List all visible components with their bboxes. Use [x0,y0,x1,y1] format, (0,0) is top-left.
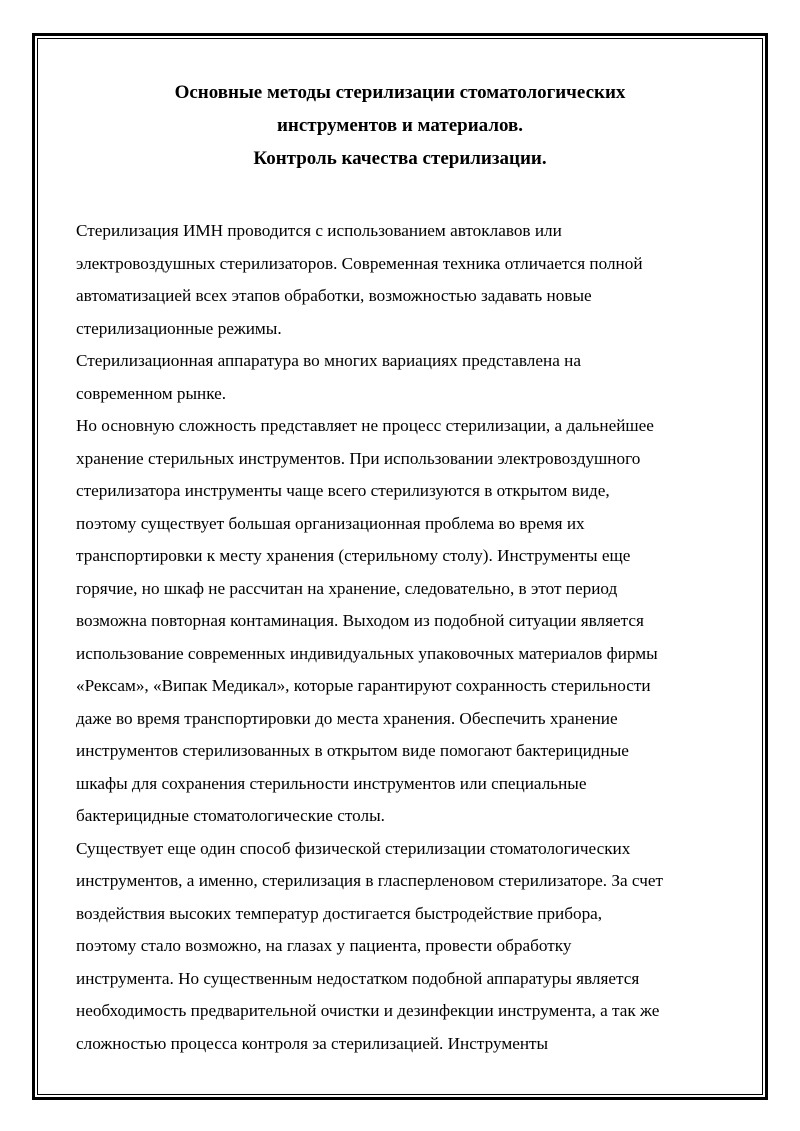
body-line: поэтому существует большая организационная проблема во время их [76,513,585,533]
body-line: возможна повторная контаминация. Выходом из подобной ситуации является [76,611,644,630]
body-line: воздействия высоких температур достигается быстродействие прибора, [76,903,603,923]
title-line: Основные методы стерилизации стоматологических [174,82,626,103]
body-line: современном рынке. [76,383,227,403]
body-line: использование современных индивидуальных упаковочных материалов фирмы [76,643,658,663]
body-line: шкафы для сохранения стерильности инструментов или специальные [76,773,587,793]
body-line: транспортировки к месту хранения (стерильному столу). Инструменты еще [76,546,631,565]
document-body [76,215,736,1060]
body-line: инструмента. Но существенным недостатком подобной аппаратуры является [76,968,640,988]
body-line: автоматизацией всех этапов обработки, возможностью задавать новые [76,286,592,305]
body-line: Стерилизационная аппаратура во многих вариациях представлена на [76,351,581,370]
body-line: Существует еще один способ физической стерилизации стоматологических [76,838,631,858]
body-line: стерилизатора инструменты чаще всего стерилизуются в открытом виде, [76,481,610,500]
body-line: бактерицидные стоматологические столы. [76,806,385,825]
body-line: «Рексам», «Випак Медикал», которые гарантируют сохранность стерильности [76,676,651,695]
body-line: поэтому стало возможно, на глазах у пациента, провести обработку [76,936,572,955]
body-line: сложностью процесса контроля за стерилизацией. Инструменты [76,1033,549,1053]
body-line: даже во время транспортировки до места хранения. Обеспечить хранение [76,708,618,728]
body-line: Но основную сложность представляет не процесс стерилизации, а дальнейшее [76,416,654,435]
document-title [0,76,800,175]
body-line: инструментов, а именно, стерилизация в гласперленовом стерилизаторе. За счет [76,871,663,890]
title-line: Контроль качества стерилизации. [253,148,547,169]
body-line: электровоздушных стерилизаторов. Современная техника отличается полной [76,253,643,273]
title-line: инструментов и материалов. [276,115,524,136]
body-line: инструментов стерилизованных в открытом виде помогают бактерицидные [76,741,629,760]
body-line: Стерилизация ИМН проводится с использованием автоклавов или [76,221,562,240]
body-line: необходимость предварительной очистки и дезинфекции инструмента, а так же [76,1001,660,1020]
body-line: горячие, но шкаф не рассчитан на хранение, следовательно, в этот период [76,578,618,598]
body-line: стерилизационные режимы. [76,318,282,338]
body-line: хранение стерильных инструментов. При использовании электровоздушного [76,448,641,468]
